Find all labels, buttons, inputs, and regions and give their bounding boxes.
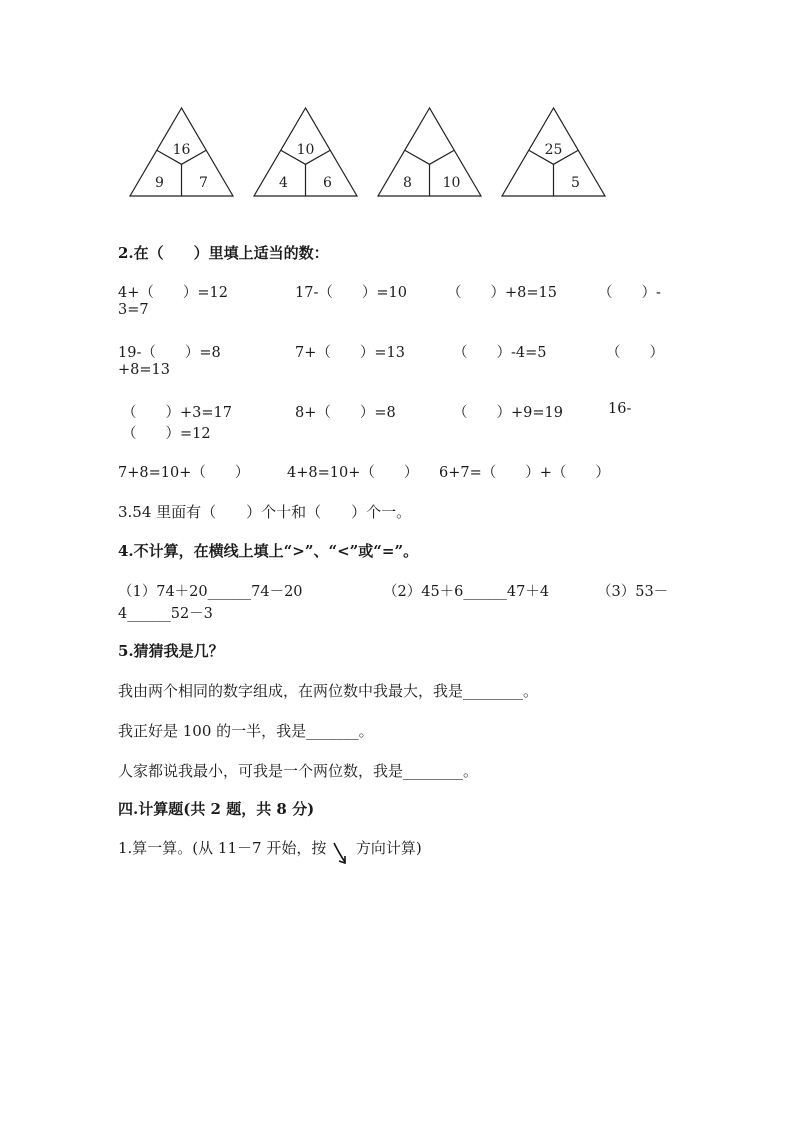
number-triangle [254, 108, 357, 196]
q2-item: （ ）+9=19 [453, 405, 563, 421]
triangle-left-number: 4 [279, 175, 288, 191]
down-right-arrow-icon [331, 841, 351, 857]
q5-line: 人家都说我最小，可我是一个两位数，我是________。 [118, 762, 479, 780]
q2-item: 3=7 [118, 302, 149, 318]
number-triangle [130, 108, 233, 196]
triangle-figures [0, 100, 794, 200]
number-triangle [378, 108, 481, 196]
number-triangle [502, 108, 605, 196]
q2-item: +8=13 [118, 362, 170, 378]
triangle-top-number: 16 [172, 142, 191, 158]
q2-item: 7+（ ）=13 [295, 345, 405, 361]
s4-q1-text-before: 1.算一算。(从 11－7 开始，按 [118, 839, 327, 857]
q2-item: 8+（ ）=8 [295, 405, 396, 421]
q3-text: 3.54 里面有（ ）个十和（ ）个一。 [118, 503, 412, 521]
s4-q1-text-after: 方向计算) [355, 839, 422, 857]
q2-item: 19-（ ）=8 [118, 345, 221, 361]
number-triangles [0, 100, 794, 200]
q4-item: 4______52－3 [118, 606, 213, 622]
q4-item: （2）45＋6______47＋4 [383, 584, 550, 600]
q5-line: 我正好是 100 的一半，我是_______。 [118, 722, 374, 740]
section-title: 四.计算题(共 2 题，共 8 分) [118, 800, 315, 818]
q2-item: （ ）+8=15 [447, 285, 557, 301]
q2-item: 7+8=10+（ ） [118, 465, 250, 481]
q5-title: 5.猜猜我是几？ [118, 642, 224, 660]
triangle-left-number: 8 [403, 175, 412, 191]
q4-item: （1）74＋20______74－20 [118, 584, 303, 600]
q2-item: （ ）+3=17 [122, 405, 232, 421]
q2-item: （ ）=12 [122, 426, 211, 442]
triangle-right-number: 6 [323, 175, 332, 191]
q2-title: 2.在（ ）里填上适当的数： [118, 244, 329, 262]
q2-item: 4+（ ）=12 [118, 285, 228, 301]
q2-item: 16- [608, 401, 632, 417]
triangle-right-number: 10 [442, 175, 461, 191]
q2-item: （ ）- [598, 285, 661, 301]
q2-item: 4+8=10+（ ） [287, 465, 419, 481]
triangle-divider [405, 150, 430, 164]
q2-item: （ ） [606, 345, 664, 361]
q2-item: 6+7=（ ）+（ ） [439, 465, 610, 481]
q4-title: 4.不计算，在横线上填上“>”、“<”或“=”。 [118, 542, 419, 560]
q2-item: （ ）-4=5 [453, 345, 547, 361]
q5-line: 我由两个相同的数字组成，在两位数中我最大，我是________。 [118, 682, 539, 700]
s4-q1 [118, 837, 422, 858]
triangle-top-number: 10 [296, 142, 315, 158]
q4-item: （3）53－ [597, 584, 669, 600]
triangle-right-number: 7 [199, 175, 208, 191]
q2-item: 17-（ ）=10 [295, 285, 407, 301]
triangle-divider [430, 150, 455, 164]
triangle-top-number: 25 [544, 142, 563, 158]
triangle-left-number: 9 [155, 175, 164, 191]
triangle-right-number: 5 [571, 175, 580, 191]
